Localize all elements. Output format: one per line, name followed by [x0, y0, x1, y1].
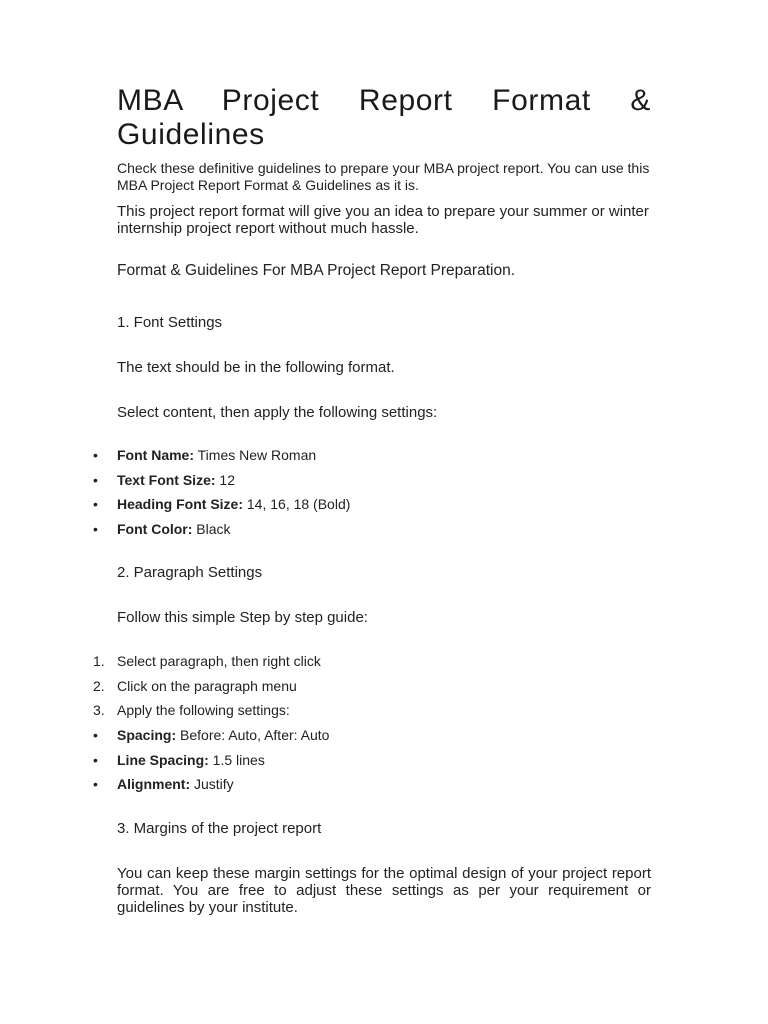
- section-1-heading: 1. Font Settings: [117, 314, 223, 331]
- bullet-icon: •: [93, 471, 98, 488]
- list-item: [93, 471, 651, 497]
- document-title: [117, 84, 651, 152]
- item-value: Times New Roman: [194, 447, 317, 463]
- bullet-icon: •: [93, 751, 98, 768]
- section-3-heading: 3. Margins of the project report: [117, 820, 322, 837]
- list-item: [93, 447, 651, 472]
- list-item: [93, 702, 651, 727]
- section-1-text-2: Select content, then apply the following settings:: [117, 404, 438, 421]
- item-value: Justify: [190, 776, 234, 792]
- section-2-text-1: Follow this simple Step by step guide:: [117, 609, 368, 626]
- intro-paragraph: Check these definitive guidelines to prepare your MBA project report. You can use this MBA Project Report Format & Guidelines as it is.: [117, 160, 650, 193]
- item-value: 12: [215, 471, 235, 488]
- paragraph-steps-list: [93, 653, 651, 727]
- item-value: Before: Auto, After: Auto: [176, 727, 330, 743]
- list-item: [93, 520, 651, 546]
- paragraph-settings-list: [93, 727, 651, 801]
- step-number: 2.: [93, 677, 105, 694]
- list-item: [93, 776, 651, 801]
- section-1-text-1: The text should be in the following format.: [117, 359, 395, 376]
- overview-paragraph: This project report format will give you an idea to prepare your summer or winter internship project report without much hassle.: [117, 203, 649, 237]
- bullet-icon: •: [93, 496, 98, 512]
- list-item: [93, 727, 651, 752]
- step-text: Apply the following settings:: [117, 702, 290, 718]
- item-label: Alignment:: [117, 776, 191, 792]
- item-label: Spacing:: [117, 727, 177, 743]
- document-header: [117, 84, 651, 280]
- item-value: 1.5 lines: [208, 751, 265, 768]
- bullet-icon: •: [93, 727, 98, 743]
- item-value: 14, 16, 18 (Bold): [243, 496, 351, 512]
- section-2-heading: 2. Paragraph Settings: [117, 564, 263, 581]
- list-item: [93, 653, 651, 678]
- step-number: 3.: [93, 702, 105, 718]
- main-heading: Format & Guidelines For MBA Project Report Preparation.: [117, 262, 515, 279]
- section-3-text-1: You can keep these margin settings for the optimal design of your project report format. You are free to adjust these settings as per your requirement or guidelines by your institute.: [117, 865, 651, 916]
- step-text: Select paragraph, then right click: [117, 653, 321, 669]
- title-line-1: MBA Project Report Format &: [117, 84, 651, 117]
- item-label: Line Spacing:: [117, 751, 209, 768]
- item-label: Font Color:: [117, 520, 193, 537]
- list-item: [93, 496, 651, 521]
- step-text: Click on the paragraph menu: [117, 677, 297, 694]
- item-label: Heading Font Size:: [117, 496, 243, 512]
- list-item: [93, 677, 651, 703]
- bullet-icon: •: [93, 447, 98, 463]
- item-value: Black: [192, 520, 231, 537]
- bullet-icon: •: [93, 520, 98, 537]
- list-item: [93, 751, 651, 777]
- item-label: Text Font Size:: [117, 471, 216, 488]
- font-settings-list: [93, 447, 651, 545]
- title-line-2: Guidelines: [117, 118, 265, 151]
- step-number: 1.: [93, 653, 105, 669]
- bullet-icon: •: [93, 776, 98, 792]
- item-label: Font Name:: [117, 447, 194, 463]
